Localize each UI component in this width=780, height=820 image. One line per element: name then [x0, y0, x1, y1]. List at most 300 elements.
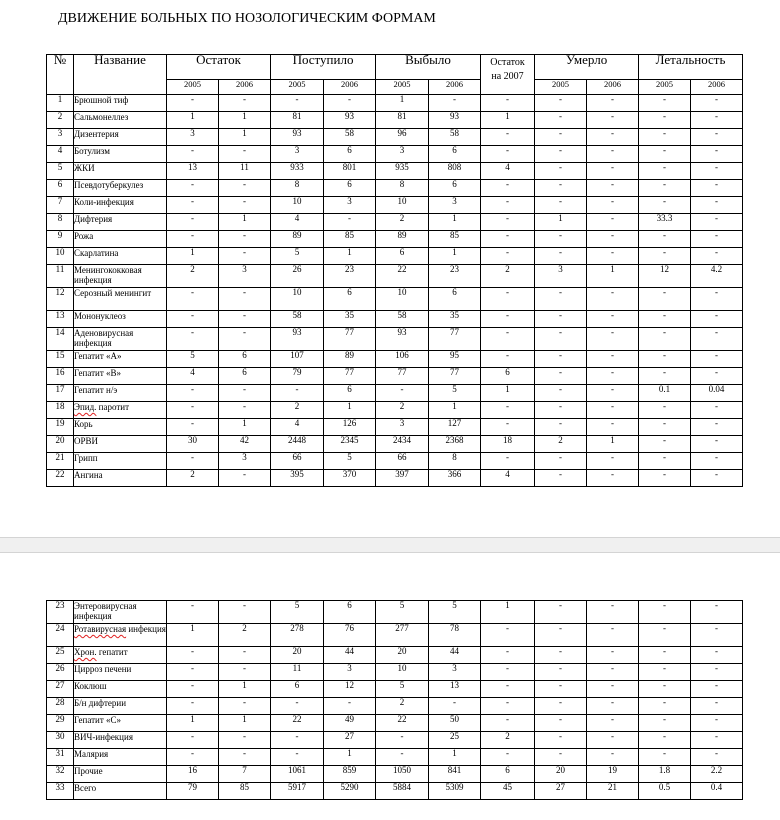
value-cell: 8 — [429, 453, 481, 470]
table-row — [47, 248, 743, 265]
value-cell: - — [587, 664, 639, 681]
value-cell: - — [535, 180, 587, 197]
value-cell: 21 — [587, 783, 639, 800]
value-cell: 1 — [481, 385, 535, 402]
value-cell: - — [639, 112, 691, 129]
value-cell: 6 — [429, 180, 481, 197]
value-cell: 1 — [167, 715, 219, 732]
year-header: 2005 — [376, 80, 429, 95]
value-cell: 3 — [271, 146, 324, 163]
table-row — [47, 419, 743, 436]
value-cell: 5 — [324, 453, 376, 470]
row-number: 1 — [47, 95, 74, 112]
value-cell: - — [481, 698, 535, 715]
value-cell: - — [691, 351, 743, 368]
value-cell: - — [639, 129, 691, 146]
value-cell: 81 — [271, 112, 324, 129]
table-row — [47, 766, 743, 783]
value-cell: - — [691, 624, 743, 647]
value-cell: - — [587, 129, 639, 146]
value-cell: 1 — [219, 129, 271, 146]
value-cell: - — [219, 402, 271, 419]
value-cell: 6 — [429, 146, 481, 163]
value-cell: - — [219, 180, 271, 197]
table-row — [47, 715, 743, 732]
value-cell: - — [167, 385, 219, 402]
disease-name: Коли-инфекция — [74, 197, 167, 214]
value-cell: 3 — [324, 197, 376, 214]
value-cell: 2 — [271, 402, 324, 419]
value-cell: 5290 — [324, 783, 376, 800]
value-cell: 1 — [219, 214, 271, 231]
value-cell: 2 — [535, 436, 587, 453]
value-cell: - — [535, 231, 587, 248]
value-cell: - — [167, 180, 219, 197]
year-header: 2005 — [167, 80, 219, 95]
disease-name: Дизентерия — [74, 129, 167, 146]
value-cell: 5884 — [376, 783, 429, 800]
table-row — [47, 214, 743, 231]
value-cell: 20 — [271, 647, 324, 664]
value-cell: - — [691, 163, 743, 180]
value-cell: 85 — [324, 231, 376, 248]
value-cell: - — [481, 180, 535, 197]
value-cell: - — [219, 197, 271, 214]
value-cell: - — [639, 231, 691, 248]
value-cell: - — [587, 601, 639, 624]
table-row — [47, 163, 743, 180]
disease-name: ЖКИ — [74, 163, 167, 180]
value-cell: - — [535, 664, 587, 681]
value-cell: - — [167, 328, 219, 351]
value-cell: - — [271, 698, 324, 715]
value-cell: - — [271, 749, 324, 766]
value-cell: 11 — [271, 664, 324, 681]
value-cell: - — [481, 419, 535, 436]
value-cell: - — [219, 288, 271, 311]
value-cell: 1 — [219, 681, 271, 698]
value-cell: 6 — [324, 385, 376, 402]
value-cell: - — [535, 146, 587, 163]
table-row — [47, 328, 743, 351]
value-cell: - — [587, 715, 639, 732]
value-cell: - — [691, 368, 743, 385]
value-cell: - — [429, 698, 481, 715]
value-cell: 93 — [429, 112, 481, 129]
disease-name: Скарлатина — [74, 248, 167, 265]
value-cell: - — [587, 419, 639, 436]
disease-name: Гепатит «В» — [74, 368, 167, 385]
table-row — [47, 624, 743, 647]
value-cell: 6 — [481, 766, 535, 783]
row-number: 16 — [47, 368, 74, 385]
row-number: 27 — [47, 681, 74, 698]
value-cell: 77 — [324, 328, 376, 351]
value-cell: - — [481, 328, 535, 351]
table-row — [47, 732, 743, 749]
header-ostatok-2007-line2: на 2007 — [491, 71, 524, 82]
row-number: 13 — [47, 311, 74, 328]
value-cell: 23 — [324, 265, 376, 288]
value-cell: - — [167, 601, 219, 624]
value-cell: - — [639, 146, 691, 163]
row-number: 9 — [47, 231, 74, 248]
row-number: 8 — [47, 214, 74, 231]
disease-name: Серозный менингит — [74, 288, 167, 311]
value-cell: - — [639, 664, 691, 681]
value-cell: - — [271, 732, 324, 749]
row-number: 12 — [47, 288, 74, 311]
value-cell: 85 — [219, 783, 271, 800]
value-cell: 95 — [429, 351, 481, 368]
value-cell: - — [691, 95, 743, 112]
value-cell: 5917 — [271, 783, 324, 800]
value-cell: 2 — [481, 265, 535, 288]
value-cell: - — [376, 732, 429, 749]
value-cell: 2 — [167, 265, 219, 288]
value-cell: - — [587, 231, 639, 248]
value-cell: - — [535, 681, 587, 698]
value-cell: - — [481, 311, 535, 328]
value-cell: - — [587, 402, 639, 419]
table-row — [47, 265, 743, 288]
value-cell: 6 — [481, 368, 535, 385]
value-cell: 4 — [481, 163, 535, 180]
table-row — [47, 112, 743, 129]
value-cell: - — [219, 311, 271, 328]
disease-name: Корь — [74, 419, 167, 436]
value-cell: - — [481, 351, 535, 368]
value-cell: 1 — [324, 749, 376, 766]
value-cell: - — [481, 288, 535, 311]
disease-name: Прочие — [74, 766, 167, 783]
value-cell: 935 — [376, 163, 429, 180]
value-cell: 93 — [271, 129, 324, 146]
value-cell: - — [167, 402, 219, 419]
row-number: 22 — [47, 470, 74, 487]
value-cell: - — [535, 715, 587, 732]
row-number: 2 — [47, 112, 74, 129]
value-cell: - — [167, 647, 219, 664]
disease-name: Хрон. гепатит — [74, 647, 167, 664]
row-number: 24 — [47, 624, 74, 647]
value-cell: - — [535, 248, 587, 265]
value-cell: 7 — [219, 766, 271, 783]
value-cell: 45 — [481, 783, 535, 800]
disease-name: Псевдотуберкулез — [74, 180, 167, 197]
disease-name: Брюшной тиф — [74, 95, 167, 112]
value-cell: - — [691, 311, 743, 328]
value-cell: - — [691, 681, 743, 698]
value-cell: - — [587, 732, 639, 749]
value-cell: 1 — [219, 715, 271, 732]
value-cell: 1 — [167, 112, 219, 129]
value-cell: - — [639, 163, 691, 180]
value-cell: - — [535, 95, 587, 112]
row-number: 3 — [47, 129, 74, 146]
value-cell: 2 — [376, 214, 429, 231]
value-cell: 2 — [219, 624, 271, 647]
value-cell: - — [376, 749, 429, 766]
value-cell: - — [324, 214, 376, 231]
value-cell: 1 — [324, 248, 376, 265]
header-num: № — [47, 55, 74, 95]
value-cell: 106 — [376, 351, 429, 368]
value-cell: 8 — [376, 180, 429, 197]
value-cell: 49 — [324, 715, 376, 732]
value-cell: 1050 — [376, 766, 429, 783]
disease-name: Сальмонеллез — [74, 112, 167, 129]
value-cell: - — [535, 698, 587, 715]
value-cell: - — [587, 453, 639, 470]
value-cell: 107 — [271, 351, 324, 368]
header-vybylo: Выбыло — [376, 55, 481, 80]
row-number: 14 — [47, 328, 74, 351]
value-cell: 58 — [429, 129, 481, 146]
value-cell: - — [535, 470, 587, 487]
value-cell: 859 — [324, 766, 376, 783]
value-cell: - — [481, 146, 535, 163]
value-cell: - — [639, 681, 691, 698]
disease-name: Ротавирусная инфекция — [74, 624, 167, 647]
row-number: 19 — [47, 419, 74, 436]
value-cell: - — [587, 624, 639, 647]
value-cell: 1 — [167, 624, 219, 647]
disease-name: Всего — [74, 783, 167, 800]
value-cell: 89 — [376, 231, 429, 248]
value-cell: - — [167, 732, 219, 749]
value-cell: - — [481, 402, 535, 419]
value-cell: - — [219, 470, 271, 487]
value-cell: 0.5 — [639, 783, 691, 800]
disease-name: Гепатит «А» — [74, 351, 167, 368]
value-cell: - — [691, 129, 743, 146]
value-cell: - — [167, 214, 219, 231]
value-cell: - — [587, 351, 639, 368]
value-cell: - — [691, 715, 743, 732]
value-cell: - — [167, 197, 219, 214]
value-cell: 801 — [324, 163, 376, 180]
header-name: Название — [74, 55, 167, 95]
value-cell: - — [639, 647, 691, 664]
value-cell: - — [587, 288, 639, 311]
value-cell: 2 — [376, 402, 429, 419]
value-cell: 1 — [429, 749, 481, 766]
table-row — [47, 402, 743, 419]
value-cell: 3 — [219, 265, 271, 288]
value-cell: - — [587, 311, 639, 328]
disease-name: Коклюш — [74, 681, 167, 698]
value-cell: 933 — [271, 163, 324, 180]
value-cell: 81 — [376, 112, 429, 129]
value-cell: 79 — [167, 783, 219, 800]
table-row — [47, 385, 743, 402]
table-row — [47, 180, 743, 197]
value-cell: 1061 — [271, 766, 324, 783]
row-number: 30 — [47, 732, 74, 749]
disease-name: Ботулизм — [74, 146, 167, 163]
value-cell: - — [535, 288, 587, 311]
year-header: 2006 — [587, 80, 639, 95]
value-cell: 5 — [271, 601, 324, 624]
value-cell: - — [535, 129, 587, 146]
value-cell: 20 — [376, 647, 429, 664]
year-header: 2006 — [324, 80, 376, 95]
value-cell: - — [639, 248, 691, 265]
value-cell: 27 — [324, 732, 376, 749]
year-header: 2006 — [691, 80, 743, 95]
value-cell: - — [535, 647, 587, 664]
value-cell: 10 — [376, 288, 429, 311]
value-cell: - — [535, 419, 587, 436]
value-cell: - — [271, 95, 324, 112]
value-cell: 127 — [429, 419, 481, 436]
value-cell: - — [587, 214, 639, 231]
value-cell: - — [535, 311, 587, 328]
value-cell: 6 — [324, 288, 376, 311]
value-cell: - — [587, 385, 639, 402]
value-cell: - — [639, 749, 691, 766]
value-cell: - — [167, 146, 219, 163]
value-cell: 1 — [376, 95, 429, 112]
value-cell: - — [429, 95, 481, 112]
value-cell: 3 — [376, 146, 429, 163]
value-cell: 4.2 — [691, 265, 743, 288]
disease-name: Ангина — [74, 470, 167, 487]
value-cell: 19 — [587, 766, 639, 783]
value-cell: - — [535, 328, 587, 351]
value-cell: - — [587, 368, 639, 385]
value-cell: 5 — [376, 601, 429, 624]
value-cell: - — [639, 601, 691, 624]
value-cell: - — [587, 197, 639, 214]
value-cell: 35 — [429, 311, 481, 328]
value-cell: 6 — [429, 288, 481, 311]
value-cell: - — [535, 368, 587, 385]
disease-name: Рожа — [74, 231, 167, 248]
row-number: 33 — [47, 783, 74, 800]
value-cell: 25 — [429, 732, 481, 749]
row-number: 20 — [47, 436, 74, 453]
value-cell: - — [639, 328, 691, 351]
value-cell: - — [324, 95, 376, 112]
row-number: 23 — [47, 601, 74, 624]
value-cell: 278 — [271, 624, 324, 647]
value-cell: - — [167, 698, 219, 715]
value-cell: - — [219, 732, 271, 749]
row-number: 7 — [47, 197, 74, 214]
value-cell: 44 — [429, 647, 481, 664]
value-cell: - — [219, 647, 271, 664]
value-cell: 42 — [219, 436, 271, 453]
document-title: ДВИЖЕНИЕ БОЛЬНЫХ ПО НОЗОЛОГИЧЕСКИМ ФОРМАМ — [58, 11, 436, 26]
disease-name: Малярия — [74, 749, 167, 766]
value-cell: - — [691, 436, 743, 453]
value-cell: - — [587, 112, 639, 129]
value-cell: - — [167, 453, 219, 470]
value-cell: 50 — [429, 715, 481, 732]
value-cell: 76 — [324, 624, 376, 647]
disease-name: Гепатит н/э — [74, 385, 167, 402]
value-cell: - — [639, 470, 691, 487]
table-row — [47, 664, 743, 681]
table-row — [47, 470, 743, 487]
value-cell: 6 — [219, 368, 271, 385]
year-header: 2005 — [639, 80, 691, 95]
value-cell: 30 — [167, 436, 219, 453]
page-break — [0, 537, 780, 553]
value-cell: 13 — [167, 163, 219, 180]
value-cell: 2345 — [324, 436, 376, 453]
value-cell: 33.3 — [639, 214, 691, 231]
value-cell: - — [691, 470, 743, 487]
value-cell: 22 — [376, 265, 429, 288]
value-cell: - — [587, 328, 639, 351]
value-cell: 18 — [481, 436, 535, 453]
value-cell: 27 — [535, 783, 587, 800]
value-cell: 0.4 — [691, 783, 743, 800]
value-cell: 2448 — [271, 436, 324, 453]
disease-name: Гепатит «С» — [74, 715, 167, 732]
value-cell: 66 — [376, 453, 429, 470]
disease-name: Эпид. паротит — [74, 402, 167, 419]
value-cell: 2 — [167, 470, 219, 487]
header-ostatok: Остаток — [167, 55, 271, 80]
value-cell: - — [639, 624, 691, 647]
value-cell: - — [587, 146, 639, 163]
value-cell: 96 — [376, 129, 429, 146]
value-cell: - — [271, 385, 324, 402]
value-cell: - — [481, 197, 535, 214]
value-cell: 5 — [376, 681, 429, 698]
value-cell: 2.2 — [691, 766, 743, 783]
disease-movement-table — [46, 54, 743, 487]
value-cell: - — [219, 146, 271, 163]
value-cell: 5 — [167, 351, 219, 368]
row-number: 6 — [47, 180, 74, 197]
value-cell: 397 — [376, 470, 429, 487]
value-cell: 13 — [429, 681, 481, 698]
value-cell: 1 — [324, 402, 376, 419]
value-cell: 1 — [429, 402, 481, 419]
value-cell: - — [639, 715, 691, 732]
table-row — [47, 698, 743, 715]
value-cell: - — [691, 601, 743, 624]
value-cell: - — [219, 95, 271, 112]
value-cell: 2434 — [376, 436, 429, 453]
row-number: 32 — [47, 766, 74, 783]
spellcheck-mark: Хрон. — [74, 647, 97, 657]
value-cell: - — [691, 146, 743, 163]
value-cell: 4 — [481, 470, 535, 487]
value-cell: - — [691, 180, 743, 197]
value-cell: - — [639, 197, 691, 214]
disease-name: Энтеровирусная инфекция — [74, 601, 167, 624]
value-cell: 5309 — [429, 783, 481, 800]
value-cell: - — [691, 749, 743, 766]
value-cell: - — [639, 436, 691, 453]
table-row — [47, 95, 743, 112]
value-cell: 4 — [271, 214, 324, 231]
value-cell: 12 — [324, 681, 376, 698]
value-cell: - — [587, 470, 639, 487]
value-cell: 6 — [324, 146, 376, 163]
table-row — [47, 601, 743, 624]
spellcheck-mark: Ротавирусная — [74, 624, 127, 634]
value-cell: 11 — [219, 163, 271, 180]
table-row — [47, 453, 743, 470]
row-number: 31 — [47, 749, 74, 766]
